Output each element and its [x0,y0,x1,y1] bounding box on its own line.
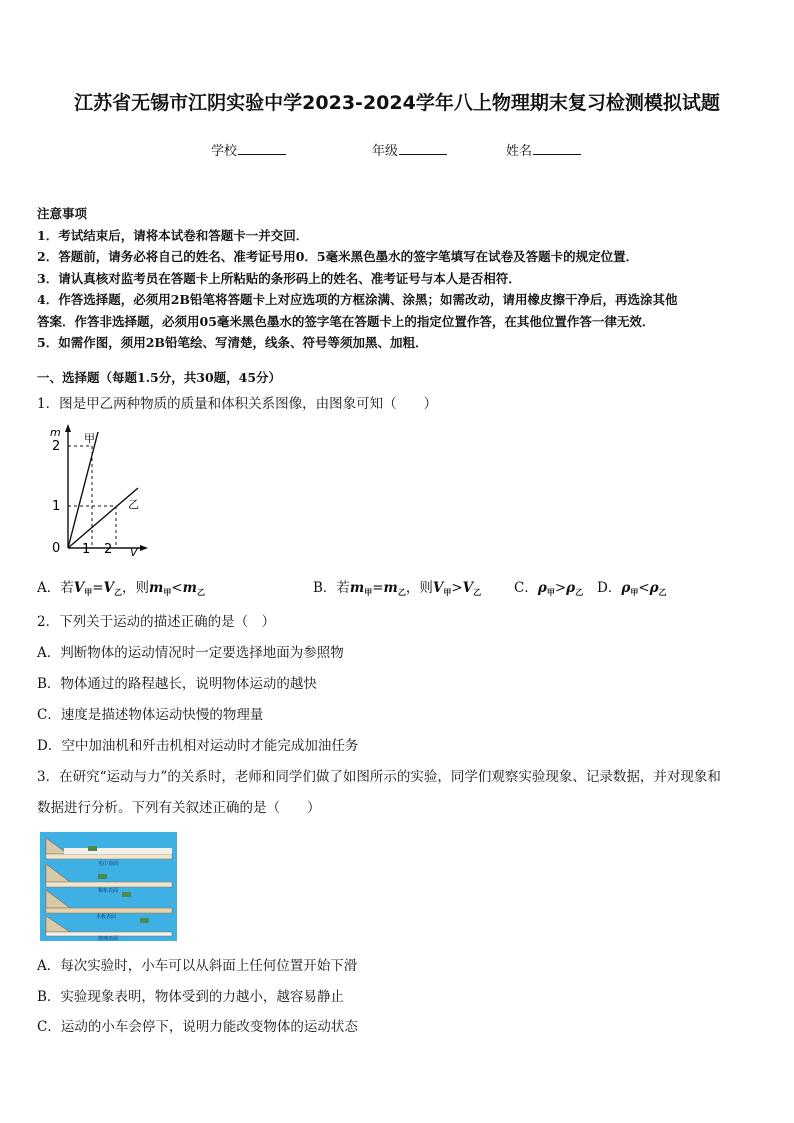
note-item: 答案．作答非选择题，必须用05毫米黑色墨水的签字笔在答题卡上的指定位置作答，在其他位置作答一律无效． [37,313,655,329]
y-axis-label: m [50,426,61,439]
q2-option-c: C．速度是描述物体运动快慢的物理量 [37,707,264,723]
note-item: 1．考试结束后，请将本试卷和答题卡一并交回． [37,227,309,243]
cart-icon [122,892,131,897]
school-blank [238,142,286,155]
note-item: 5．如需作图，须用2B铅笔绘、写清楚，线条、符号等须加黑、加粗． [37,335,428,350]
x-tick-label: 1 [82,542,91,557]
q2-option-a: A．判断物体的运动情况时一定要选择地面为参照物 [37,645,344,661]
towel-texture [64,848,172,854]
q1-stem: 1．图是甲乙两种物质的质量和体积关系图像，由图象可知（ ） [37,396,438,412]
q3-stem-line2: 数据进行分析。下列有关叙述正确的是（ ） [37,800,321,816]
x-tick-label: 2 [104,542,113,557]
y-tick-label: 2 [52,439,61,454]
section-heading: 一、选择题（每题1.5分，共30题，45分） [37,370,282,385]
cart-icon [88,846,97,851]
page-title: 江苏省无锡市江阴实验中学2023-2024学年八上物理期末复习检测模拟试题 [74,92,720,114]
q2-stem: 2．下列关于运动的描述正确的是（ ） [37,614,276,630]
grade-label: 年级 [372,144,399,159]
q3-stem-line1: 3．在研究“运动与力”的关系时，老师和同学们做了如图所示的实验，同学们观察实验现象、记录数据，并对现象和 [37,769,721,785]
mass-volume-graph [40,420,150,560]
school-field [211,140,286,159]
name-label: 姓名 [506,144,533,159]
q1-option-c: C．$\rho_甲>\rho_乙$ [514,580,584,597]
grade-blank [399,142,447,155]
note-item: 3．请认真核对监考员在答题卡上所粘贴的条形码上的姓名、准考证号与本人是否相符． [37,270,521,286]
surface-label: 玻璃表面 [98,936,119,941]
note-item: 2．答题前，请务必将自己的姓名、准考证号用0．5毫米黑色墨水的签字笔填写在试卷及答题卡的规定位置． [37,249,639,264]
origin-label: 0 [52,541,61,556]
q1-option-d: D．$\rho_甲<\rho_乙$ [597,580,667,597]
name-field [506,140,581,159]
q1-option-a: A．若$V_甲=V_乙$，则$m_甲<m_乙$ [37,580,205,597]
note-item: 4．作答选择题，必须用2B铅笔将答题卡上对应选项的方框涂满、涂黑；如需改动，请用橡皮擦干净后，再选涂其他 [37,292,678,307]
school-label: 学校 [211,144,238,159]
q2-option-d: D．空中加油机和歼击机相对运动时才能完成加油任务 [37,738,359,754]
y-tick-label: 1 [52,499,61,514]
line-jia-label: 甲 [84,432,95,445]
notes-block [37,203,767,354]
surface-strip [46,854,172,859]
x-axis-label: V [130,546,138,559]
y-axis-arrow [65,424,71,432]
q3-option-b: B．实验现象表明，物体受到的力越小，越容易静止 [37,989,344,1005]
name-blank [533,142,581,155]
notes-heading: 注意事项 [37,206,88,221]
surface-experiment-figure [40,832,177,941]
cart-icon [140,918,149,923]
line-yi-label: 乙 [128,498,139,511]
surface-label: 木板表面 [96,914,117,920]
grade-field [372,140,447,159]
x-axis-arrow [140,545,148,551]
q3-option-a: A．每次实验时，小车可以从斜面上任何位置开始下滑 [37,958,358,974]
cart-icon [98,874,107,879]
q1-option-b: B．若$m_甲=m_乙$，则$V_甲>V_乙$ [313,580,482,597]
surface-strip [46,908,172,913]
surface-strip [46,882,172,887]
surface-label: 毛巾表面 [98,861,119,867]
q2-option-b: B．物体通过的路程越长，说明物体运动的越快 [37,676,317,692]
line-yi [68,488,138,548]
q3-option-c: C．运动的小车会停下，说明力能改变物体的运动状态 [37,1019,358,1035]
line-jia [68,432,98,548]
surface-label: 棉布表面 [98,888,119,894]
